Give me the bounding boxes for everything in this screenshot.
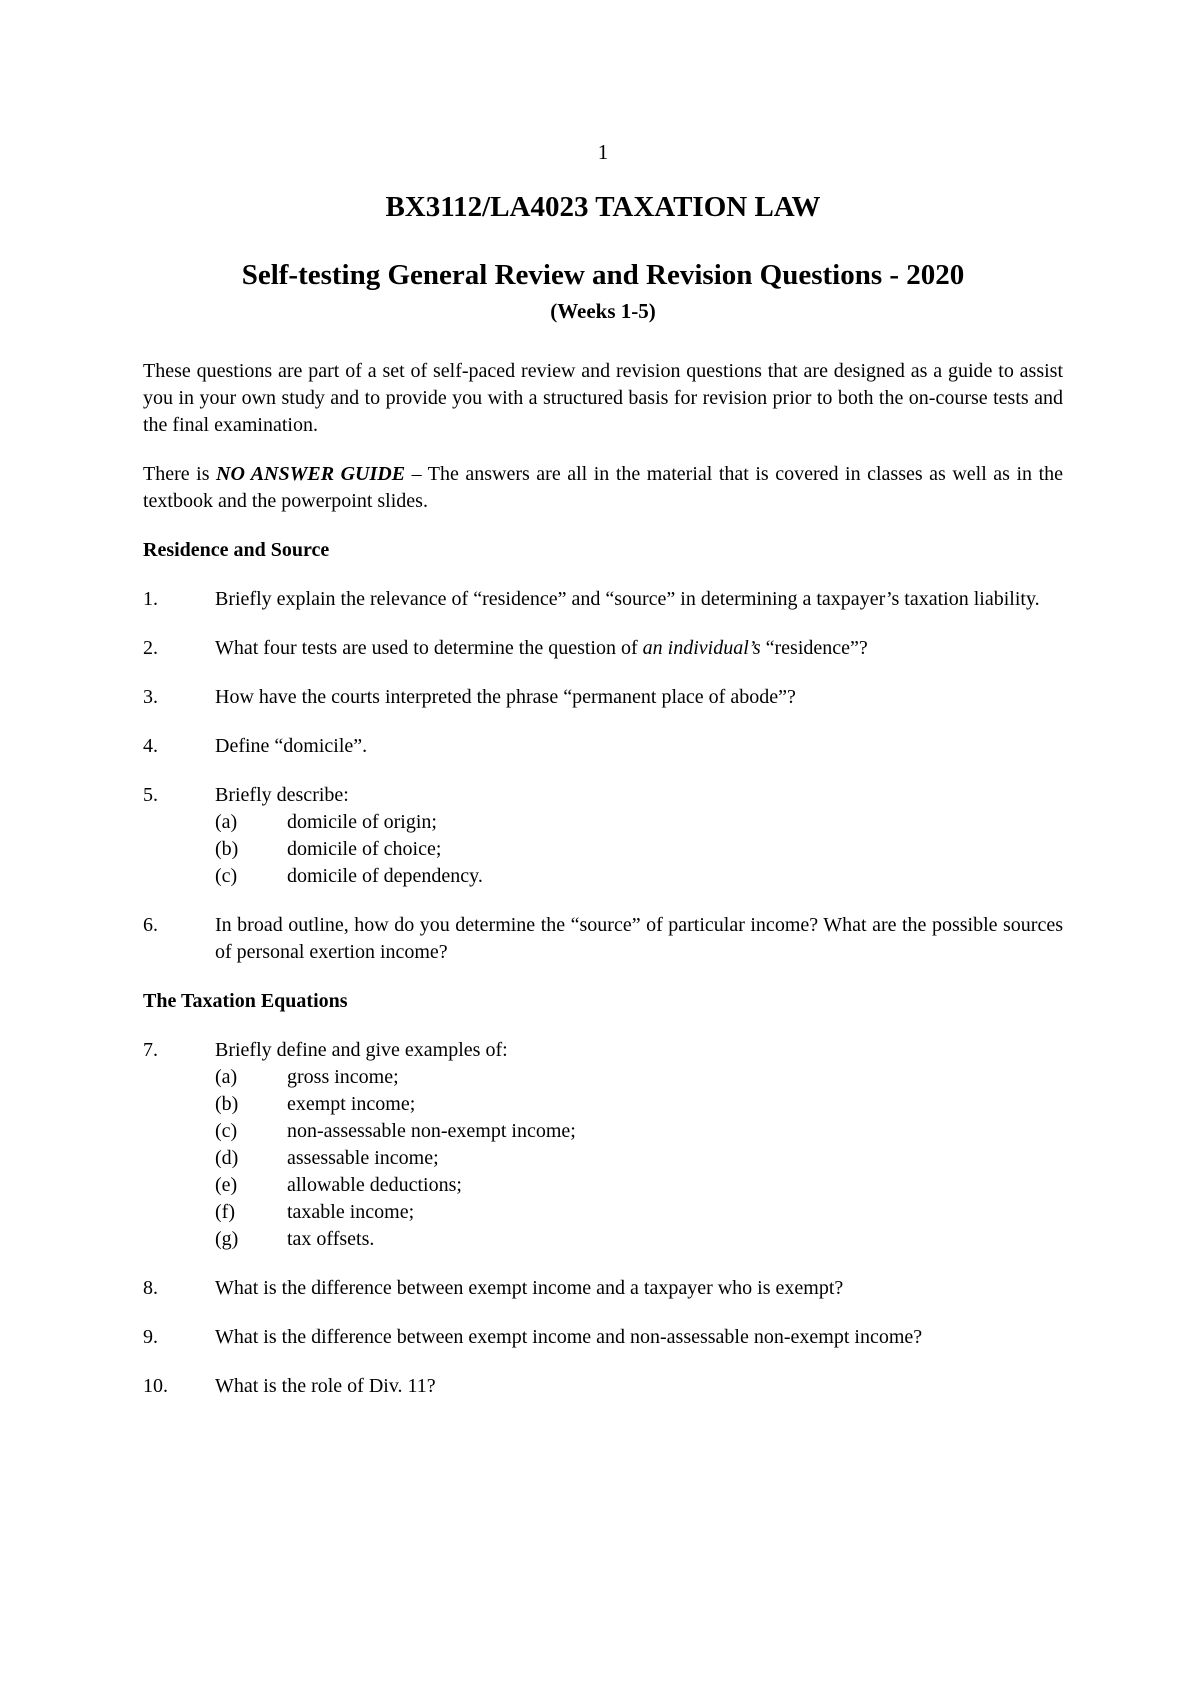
sub-item-text: domicile of origin; bbox=[287, 810, 437, 833]
question-text: What is the role of Div. 11? bbox=[215, 1374, 436, 1397]
question-number: 10. bbox=[143, 1374, 168, 1397]
question-text: Briefly define and give examples of: bbox=[215, 1038, 508, 1061]
sub-item-label: (g) bbox=[215, 1227, 239, 1250]
note-lead: There is bbox=[143, 462, 217, 485]
question-number: 2. bbox=[143, 636, 158, 659]
section-heading-residence-source: Residence and Source bbox=[143, 538, 330, 561]
sub-item-text: allowable deductions; bbox=[287, 1173, 462, 1196]
question-7 bbox=[143, 1037, 1063, 1253]
answer-guide-note bbox=[143, 461, 1063, 515]
sub-item-text: domicile of choice; bbox=[287, 837, 442, 860]
question-number: 6. bbox=[143, 913, 158, 936]
question-number: 7. bbox=[143, 1038, 158, 1061]
sub-item-g bbox=[215, 1226, 1063, 1253]
sub-item-c bbox=[215, 1118, 1063, 1145]
question-number: 8. bbox=[143, 1276, 158, 1299]
sub-item-text: tax offsets. bbox=[287, 1227, 375, 1250]
question-text-pre: What four tests are used to determine the question of bbox=[215, 636, 643, 659]
question-text: What is the difference between exempt income and non-assessable non-exempt income? bbox=[215, 1325, 923, 1348]
question-number: 3. bbox=[143, 685, 158, 708]
question-number: 9. bbox=[143, 1325, 158, 1348]
intro-paragraph: These questions are part of a set of self-paced review and revision questions that are designed as a guide to assist you in your own study and to provide you with a structured basis for revision prior to both the on-course tests and the final examination. bbox=[143, 359, 1063, 436]
page-number: 1 bbox=[597, 140, 609, 164]
question-text-italic: an individual’s bbox=[642, 636, 761, 659]
question-4 bbox=[143, 733, 1063, 760]
sub-item-label: (a) bbox=[215, 810, 238, 833]
sub-item-text: assessable income; bbox=[287, 1146, 439, 1169]
question-text: Briefly describe: bbox=[215, 783, 349, 806]
sub-item-label: (c) bbox=[215, 1119, 238, 1142]
question-number: 4. bbox=[143, 734, 158, 757]
sub-item-text: gross income; bbox=[287, 1065, 399, 1088]
sub-item-text: domicile of dependency. bbox=[287, 864, 483, 887]
question-3 bbox=[143, 684, 1063, 711]
sub-item-label: (a) bbox=[215, 1065, 238, 1088]
sub-item-text: exempt income; bbox=[287, 1092, 416, 1115]
sub-item-label: (f) bbox=[215, 1200, 235, 1223]
question-10 bbox=[143, 1373, 1063, 1400]
sub-item-text: non-assessable non-exempt income; bbox=[287, 1119, 576, 1142]
question-6 bbox=[143, 912, 1063, 966]
question-1 bbox=[143, 586, 1063, 613]
sub-item-label: (b) bbox=[215, 837, 239, 860]
page-content bbox=[143, 140, 1063, 1422]
sub-item-e bbox=[215, 1172, 1063, 1199]
sub-item-a bbox=[215, 1064, 1063, 1091]
document-subtitle: Self-testing General Review and Revision Questions - 2020 bbox=[241, 259, 965, 291]
question-number: 1. bbox=[143, 587, 158, 610]
sub-item-f bbox=[215, 1199, 1063, 1226]
sub-item-a bbox=[215, 809, 1063, 836]
question-text: Briefly explain the relevance of “residence” and “source” in determining a taxpayer’s taxation liability. bbox=[215, 587, 1040, 610]
question-2 bbox=[143, 635, 1063, 662]
section-heading-taxation-equations: The Taxation Equations bbox=[143, 989, 348, 1012]
question-text-post: “residence”? bbox=[760, 636, 868, 659]
question-text: In broad outline, how do you determine the “source” of particular income? What are the possible sources of personal exertion income? bbox=[215, 913, 1063, 963]
question-8 bbox=[143, 1275, 1063, 1302]
document-title: BX3112/LA4023 TAXATION LAW bbox=[385, 191, 821, 223]
sub-item-d bbox=[215, 1145, 1063, 1172]
note-rest: – The answers are all in the material that is covered in classes as well as in the textbook and the powerpoint slides. bbox=[143, 462, 1063, 512]
note-emphasis: NO ANSWER GUIDE bbox=[216, 462, 406, 485]
sub-item-label: (e) bbox=[215, 1173, 238, 1196]
sub-item-b bbox=[215, 1091, 1063, 1118]
weeks-range: (Weeks 1-5) bbox=[550, 298, 656, 323]
question-number: 5. bbox=[143, 783, 158, 806]
question-text: What is the difference between exempt income and a taxpayer who is exempt? bbox=[215, 1276, 844, 1299]
sub-item-c bbox=[215, 863, 1063, 890]
sub-item-label: (c) bbox=[215, 864, 238, 887]
sub-item-label: (d) bbox=[215, 1146, 239, 1169]
sub-item-label: (b) bbox=[215, 1092, 239, 1115]
question-5 bbox=[143, 782, 1063, 890]
sub-item-b bbox=[215, 836, 1063, 863]
question-9 bbox=[143, 1324, 1063, 1351]
question-text: How have the courts interpreted the phrase “permanent place of abode”? bbox=[215, 685, 796, 708]
question-text: Define “domicile”. bbox=[215, 734, 368, 757]
sub-item-text: taxable income; bbox=[287, 1200, 415, 1223]
